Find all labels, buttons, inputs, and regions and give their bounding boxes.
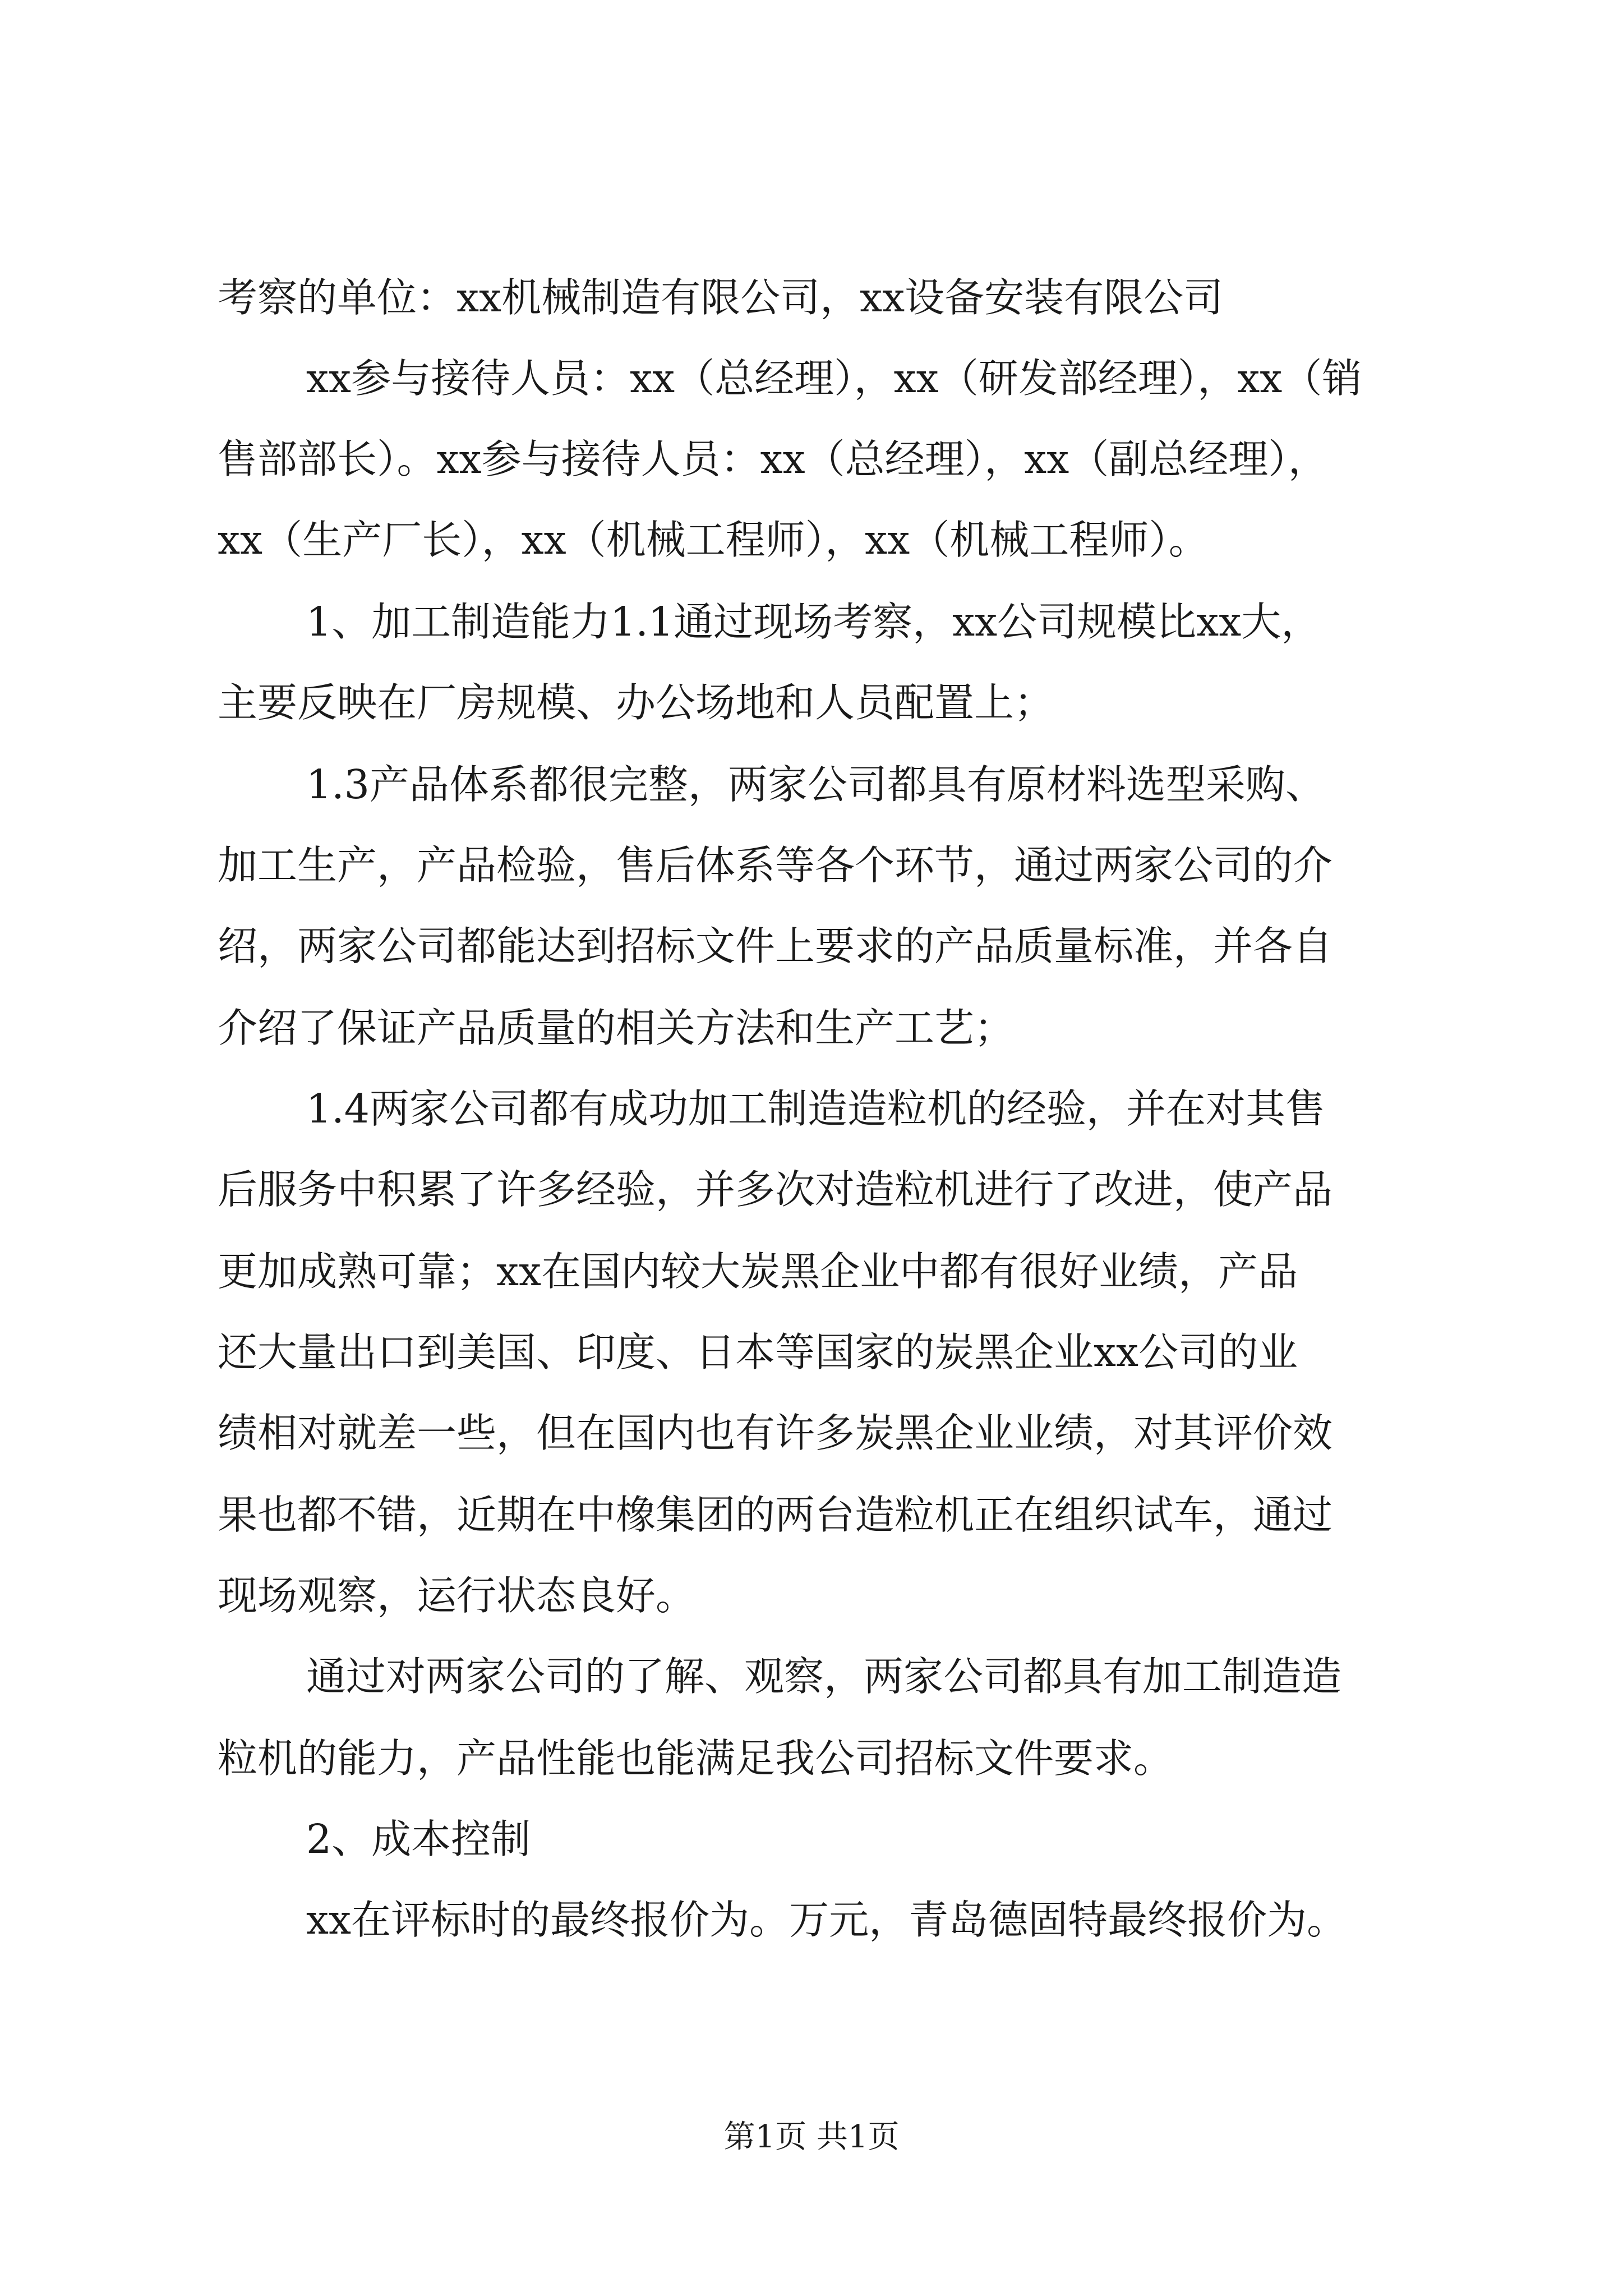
text-line: 1.3产品体系都很完整，两家公司都具有原材料选型采购、 [306,761,1325,808]
text-line: xx参与接待人员：xx（总经理），xx（研发部经理），xx（销 [306,355,1362,402]
text-line: 主要反映在厂房规模、办公场地和人员配置上； [218,679,1054,726]
text-line: xx在评标时的最终报价为。万元，青岛德固特最终报价为。 [306,1897,1347,1943]
text-line: 1.4两家公司都有成功加工制造造粒机的经验，并在对其售 [306,1085,1325,1132]
text-line: 更加成熟可靠；xx在国内较大炭黑企业中都有很好业绩，产品 [218,1248,1298,1295]
text-line: 2、成本控制 [306,1816,531,1862]
text-line: 绩相对就差一些，但在国内也有许多炭黑企业业绩，对其评价效 [218,1410,1333,1456]
text-line: 还大量出口到美国、印度、日本等国家的炭黑企业xx公司的业 [218,1329,1298,1375]
text-line: 介绍了保证产品质量的相关方法和生产工艺； [218,1005,1015,1051]
text-line: 后服务中积累了许多经验，并多次对造粒机进行了改进，使产品 [218,1166,1333,1213]
text-line: 果也都不错，近期在中橡集团的两台造粒机正在组织试车，通过 [218,1492,1333,1538]
page-number-footer: 第1页 共1页 [723,2119,900,2155]
text-line: 加工生产，产品检验，售后体系等各个环节，通过两家公司的介 [218,842,1333,889]
text-line: 通过对两家公司的了解、观察，两家公司都具有加工制造造 [306,1653,1342,1700]
text-line: 粒机的能力，产品性能也能满足我公司招标文件要求。 [218,1735,1174,1782]
text-line: 售部部长）。xx参与接待人员：xx（总经理），xx（副总经理）， [218,436,1328,482]
text-line: 考察的单位：xx机械制造有限公司，xx设备安装有限公司 [218,274,1224,321]
text-line: 绍，两家公司都能达到招标文件上要求的产品质量标准，并各自 [218,923,1333,969]
text-line: xx（生产厂长），xx（机械工程师），xx（机械工程师）。 [218,517,1209,563]
text-line: 现场观察，运行状态良好。 [218,1572,696,1619]
text-line: 1、加工制造能力1.1通过现场考察，xx公司规模比xx大， [306,599,1321,645]
